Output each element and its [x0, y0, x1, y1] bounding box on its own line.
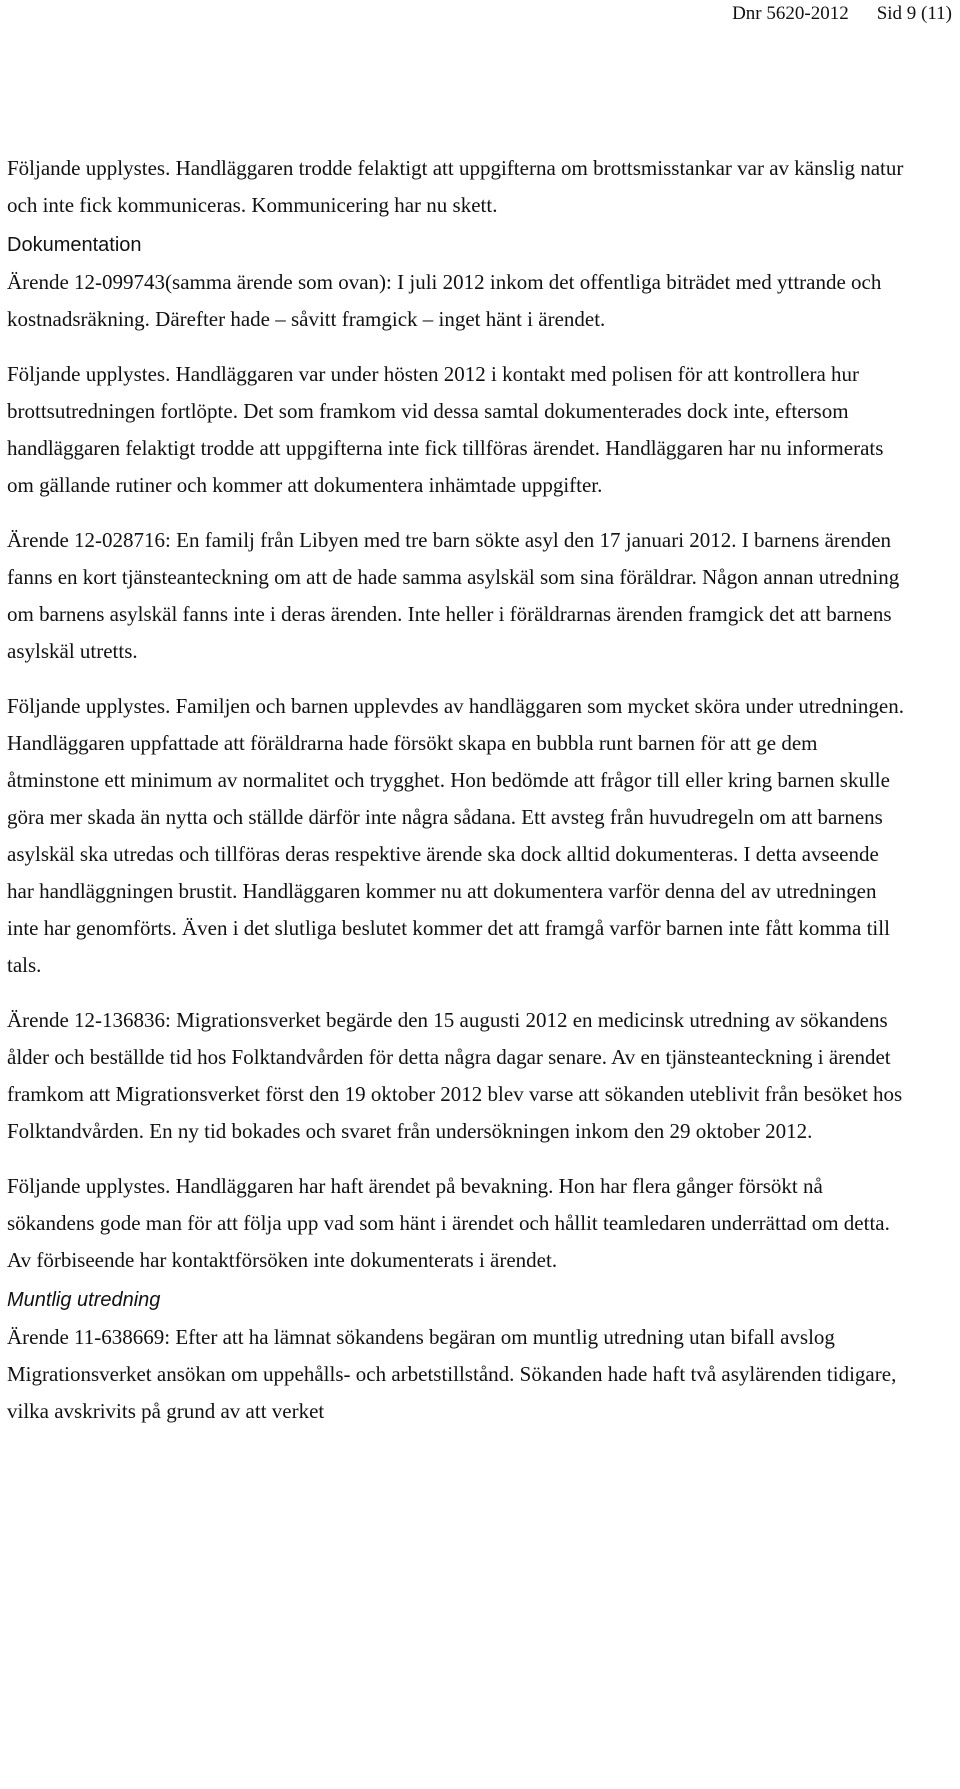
- paragraph-arende-638669: Ärende 11-638669: Efter att ha lämnat sökandens begäran om muntlig utredning utan bifall avslog Migrationsverket ansökan om uppehålls- och arbetstillstånd. Sökanden hade haft två asylärenden tidigare, vilka avskrivits på grund av att verket: [7, 1325, 897, 1423]
- paragraph-arende-099743: Ärende 12-099743(samma ärende som ovan): I juli 2012 inkom det offentliga biträdet med yttrande och kostnadsräkning. Därefter hade – såvitt framgick – inget hänt i ärendet.: [7, 270, 882, 331]
- paragraph-arende-136836: Ärende 12-136836: Migrationsverket begärde den 15 augusti 2012 en medicinsk utredning av sökandens ålder och beställde tid hos Folktandvården för detta några dagar senare. Av en tjänsteanteckning i ärendet framkom att Migrationsverket först den 19 oktober 2012 blev varse att sökanden uteblivit från besöket hos Folktandvården. En ny tid bokades och svaret från undersökningen inkom den 29 oktober 2012.: [7, 1008, 903, 1143]
- paragraph-foljande-3: Följande upplystes. Familjen och barnen upplevdes av handläggaren som mycket sköra under utredningen. Handläggaren uppfattade att föräldrarna hade försökt skapa en bubbla runt barnen för att ge dem åtminstone ett minimum av normalitet och trygghet. Hon bedömde att frågor till eller kring barnen skulle göra mer skada än nytta och ställde därför inte några sådana. Ett avsteg från huvudregeln om att barnens asylskäl ska utredas och tillföras deras respektive ärende ska dock alltid dokumenteras. I detta avseende har handläggningen brustit. Handläggaren kommer nu att dokumentera varför denna del av utredningen inte har genomförts. Även i det slutliga beslutet kommer det att framgå varför barnen inte fått komma till tals.: [7, 694, 904, 977]
- paragraph-foljande-4: Följande upplystes. Handläggaren har haft ärendet på bevakning. Hon har flera gånger försökt nå sökandens gode man för att följa upp vad som hänt i ärendet och hållit teamledaren underrättad om detta. Av förbiseende har kontaktförsöken inte dokumenterats i ärendet.: [7, 1174, 890, 1272]
- paragraph-arende-028716: Ärende 12-028716: En familj från Libyen med tre barn sökte asyl den 17 januari 2012. I barnens ärenden fanns en kort tjänsteanteckning om att de hade samma asylskäl som sina föräldrar. Någon annan utredning om barnens asylskäl fanns inte i deras ärenden. Inte heller i föräldrarnas ärenden framgick det att barnens asylskäl utretts.: [7, 528, 900, 663]
- section-heading-dokumentation: Dokumentation: [7, 234, 142, 256]
- paragraph-foljande-2: Följande upplystes. Handläggaren var under hösten 2012 i kontakt med polisen för att kontrollera hur brottsutredningen fortlöpte. Det som framkom vid dessa samtal dokumenterades dock inte, eftersom handläggaren felaktigt trodde att uppgifterna inte fick tillföras ärendet. Handläggaren har nu informerats om gällande rutiner och kommer att dokumentera inhämtade uppgifter.: [7, 362, 884, 497]
- paragraph-foljande-1: Följande upplystes. Handläggaren trodde felaktigt att uppgifterna om brottsmisstankar var av känslig natur och inte fick kommuniceras. Kommunicering har nu skett.: [7, 156, 904, 217]
- diary-number: Dnr 5620-2012: [732, 3, 849, 24]
- document-body: [7, 150, 907, 1430]
- page-header: [732, 2, 952, 26]
- page-number: Sid 9 (11): [876, 3, 952, 24]
- section-heading-muntlig-utredning: Muntlig utredning: [7, 1289, 161, 1311]
